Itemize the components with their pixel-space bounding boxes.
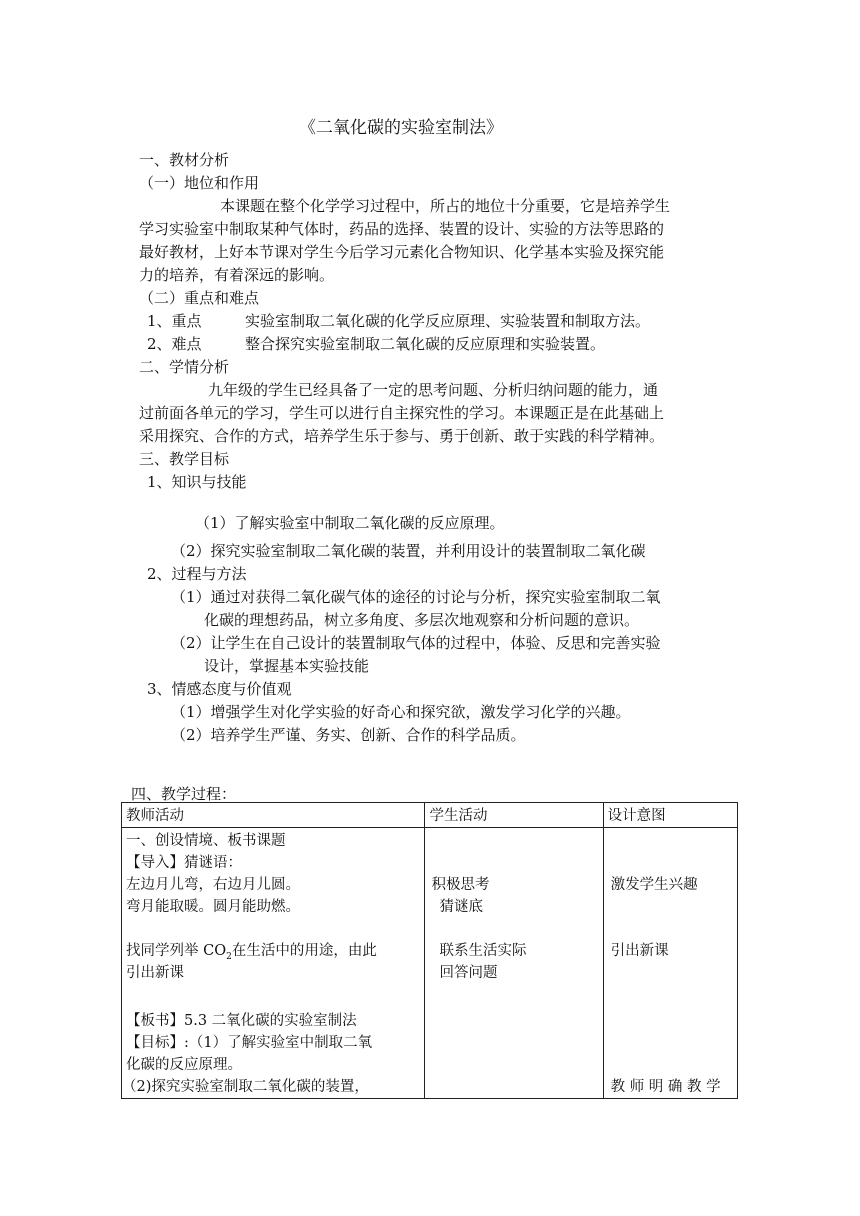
section-4-heading: 四、教学过程： — [131, 785, 237, 803]
goal-3-heading: 3、情感态度与价值观 — [147, 680, 292, 698]
goal-1-item-1: （1）了解实验室中制取二氧化碳的反应原理。 — [195, 514, 505, 532]
section-2-heading: 二、学情分析 — [139, 358, 230, 376]
teacher-line: 一、创设情境、板书课题 — [126, 833, 286, 849]
header-teacher-activity: 教师活动 — [122, 803, 425, 828]
teacher-line: （2)探究实验室制取二氧化碳的装置， — [122, 1079, 369, 1095]
intent-line: 教 师 明 确 教 学 — [610, 1079, 721, 1095]
teacher-activity-cell — [122, 828, 425, 1099]
student-line: 猜谜底 — [439, 899, 483, 915]
intent-line: 激发学生兴趣 — [610, 877, 698, 893]
table-header-row — [122, 803, 738, 828]
teacher-line: 弯月能取暖。圆月能助燃。 — [126, 899, 300, 915]
header-student-activity: 学生活动 — [425, 803, 603, 828]
design-intent-cell — [603, 828, 737, 1099]
student-line: 积极思考 — [431, 877, 490, 893]
goal-3-item-2: （2）培养学生严谨、务实、创新、合作的科学品质。 — [171, 726, 526, 744]
teacher-line: 化碳的反应原理。 — [126, 1057, 242, 1073]
section-1-subheading-2: （二）重点和难点 — [139, 289, 260, 307]
goal-2-item-2-line-1: （2）让学生在自己设计的装置制取气体的过程中，体验、反思和完善实验 — [171, 634, 661, 652]
goal-2-item-2-line-2: 设计，掌握基本实验技能 — [204, 657, 370, 675]
goal-2-item-1-line-2: 化碳的理想药品，树立多角度、多层次地观察和分析问题的意识。 — [204, 611, 640, 629]
goal-1-item-2: （2）探究实验室制取二氧化碳的装置，并利用设计的装置制取二氧化碳 — [171, 542, 646, 560]
difficult-point-text: 整合探究实验室制取二氧化碳的反应原理和实验装置。 — [245, 335, 606, 353]
intent-line: 引出新课 — [610, 943, 669, 959]
goal-1-heading: 1、知识与技能 — [147, 473, 247, 491]
student-line: 联系生活实际 — [439, 943, 527, 959]
teacher-line: 【目标】:（1）了解实验室中制取二氧 — [126, 1035, 373, 1051]
key-point-text: 实验室制取二氧化碳的化学反应原理、实验装置和制取方法。 — [245, 312, 651, 330]
page-title: 《二氧化碳的实验室制法》 — [299, 118, 503, 138]
goal-2-item-1-line-1: （1）通过对获得二氧化碳气体的途径的讨论与分析，探究实验室制取二氧 — [171, 588, 661, 606]
table-row — [122, 828, 738, 1099]
teacher-line: 引出新课 — [126, 965, 184, 981]
teaching-process-table — [121, 802, 738, 1099]
difficult-point-label: 2、难点 — [147, 335, 202, 353]
section-1-subheading-1: （一）地位和作用 — [139, 174, 260, 192]
section-1-heading: 一、教材分析 — [139, 151, 230, 169]
key-point-label: 1、重点 — [147, 312, 202, 330]
teacher-line: 【导入】猜谜语： — [126, 855, 242, 871]
teacher-line: 【板书】5.3 二氧化碳的实验室制法 — [126, 1013, 357, 1029]
section-3-heading: 三、教学目标 — [139, 450, 230, 468]
goal-2-heading: 2、过程与方法 — [147, 565, 247, 583]
goal-3-item-1: （1）增强学生对化学实验的好奇心和探究欲，激发学习化学的兴趣。 — [171, 703, 631, 721]
header-design-intent: 设计意图 — [603, 803, 737, 828]
teacher-line: 左边月儿弯，右边月儿圆。 — [126, 877, 300, 893]
teacher-line: 找同学列举 $CO_2$在生活中的用途，由此 — [126, 943, 377, 962]
student-line: 回答问题 — [439, 965, 498, 981]
student-activity-cell — [425, 828, 603, 1099]
